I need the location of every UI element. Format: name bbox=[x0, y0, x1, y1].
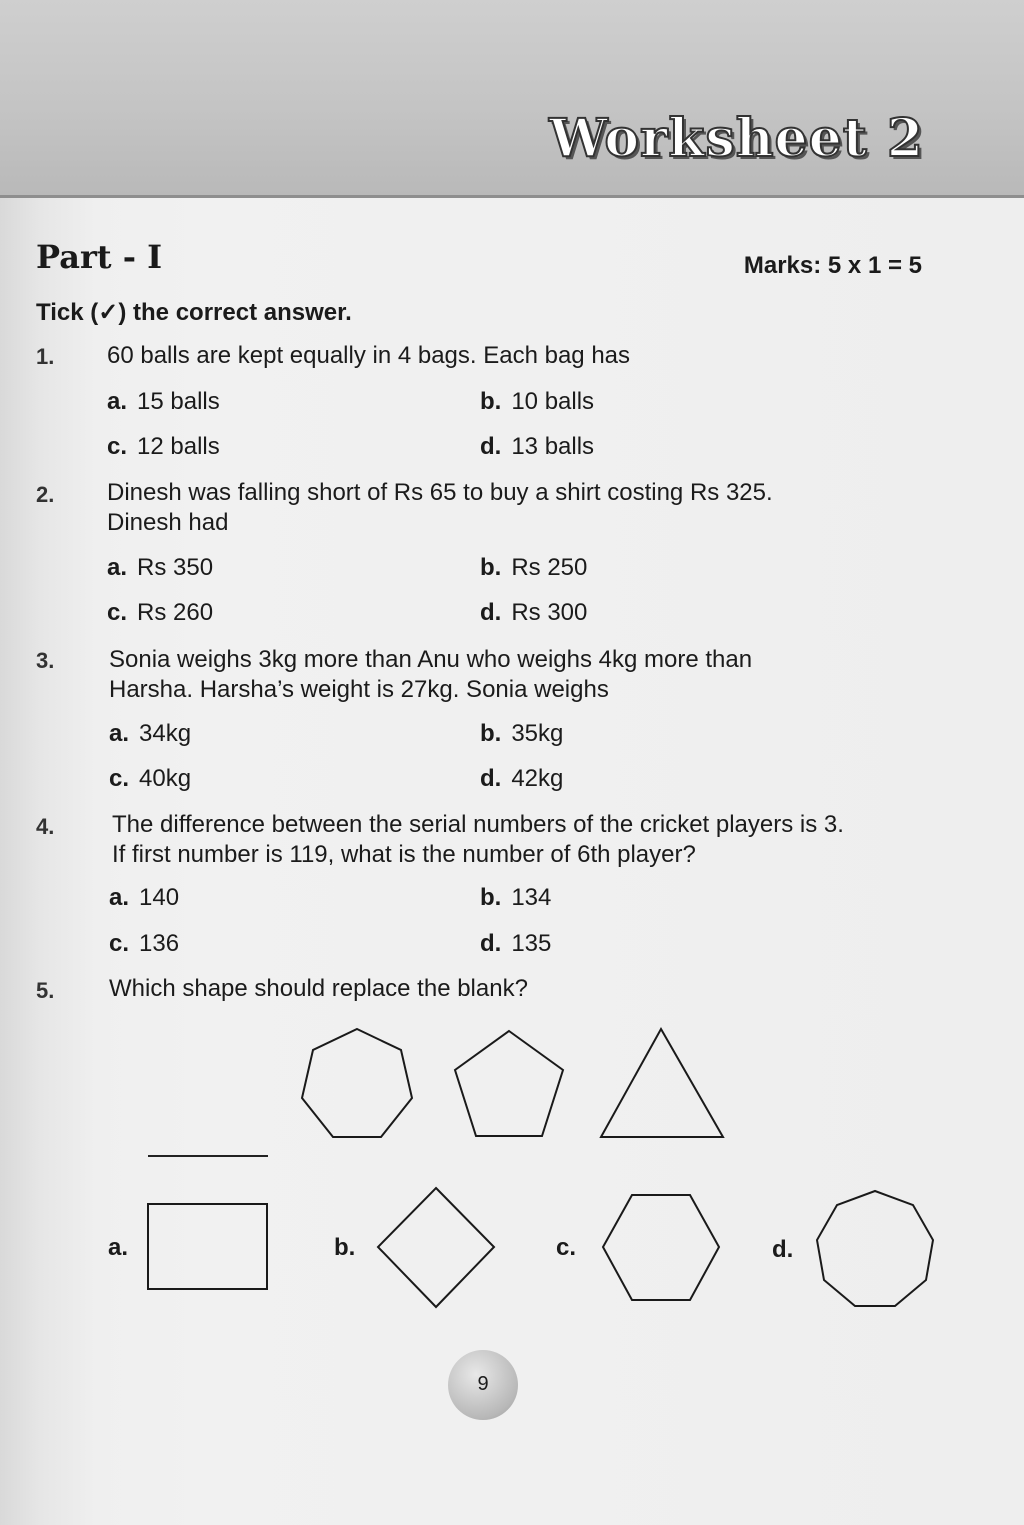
option-d[interactable] bbox=[480, 930, 551, 958]
option-label: d. bbox=[480, 765, 502, 792]
question-line: If first number is 119, what is the number of 6th player? bbox=[112, 841, 696, 868]
answer-blank bbox=[148, 1155, 268, 1157]
option-text: 12 balls bbox=[137, 433, 220, 460]
question-line: Sonia weighs 3kg more than Anu who weighs 4kg more than bbox=[109, 646, 753, 673]
option-label: a. bbox=[107, 554, 128, 581]
option-label: b. bbox=[480, 388, 502, 415]
option-text: 13 balls bbox=[511, 433, 595, 460]
option-a[interactable] bbox=[107, 388, 220, 416]
question-line: Dinesh had bbox=[107, 509, 229, 536]
option-text: 134 bbox=[511, 884, 552, 911]
marks-label: Marks: 5 x 1 = 5 bbox=[743, 252, 922, 279]
option-d[interactable] bbox=[480, 433, 594, 461]
option-label: b. bbox=[480, 884, 502, 911]
question-number: 3. bbox=[36, 648, 55, 673]
choice-d-label: d. bbox=[772, 1236, 794, 1263]
choice-c-label: c. bbox=[556, 1234, 577, 1261]
question-line: Dinesh was falling short of Rs 65 to buy a shirt costing Rs 325. bbox=[107, 479, 773, 506]
option-c[interactable] bbox=[109, 930, 179, 958]
option-a[interactable] bbox=[109, 884, 179, 912]
option-label: c. bbox=[107, 599, 128, 626]
option-b[interactable] bbox=[480, 884, 551, 912]
hexagon-choice[interactable] bbox=[600, 1192, 722, 1304]
instruction: Tick (✓) the correct answer. bbox=[36, 299, 352, 326]
option-text: 10 balls bbox=[511, 388, 595, 415]
option-text: 15 balls bbox=[137, 388, 220, 415]
option-label: a. bbox=[109, 720, 130, 747]
option-label: b. bbox=[480, 720, 502, 747]
question-text: 60 balls are kept equally in 4 bags. Each bag has bbox=[107, 342, 631, 369]
rectangle-choice[interactable] bbox=[146, 1202, 270, 1292]
option-label: d. bbox=[480, 433, 502, 460]
page-number: 9 bbox=[448, 1350, 518, 1420]
option-text: Rs 350 bbox=[137, 554, 214, 581]
option-b[interactable] bbox=[480, 554, 587, 582]
option-text: 35kg bbox=[511, 720, 564, 747]
worksheet-title: Worksheet 2 bbox=[549, 108, 924, 169]
option-label: c. bbox=[107, 433, 128, 460]
question-number: 2. bbox=[36, 482, 55, 507]
option-c[interactable] bbox=[107, 433, 220, 461]
option-d[interactable] bbox=[480, 765, 563, 793]
question-text bbox=[112, 810, 942, 870]
option-text: 140 bbox=[139, 884, 180, 911]
option-text: 135 bbox=[511, 930, 552, 957]
option-b[interactable] bbox=[480, 720, 563, 748]
option-a[interactable] bbox=[109, 720, 191, 748]
part-title: Part - I bbox=[36, 238, 163, 276]
option-b[interactable] bbox=[480, 388, 594, 416]
option-label: a. bbox=[109, 884, 130, 911]
option-text: 136 bbox=[139, 930, 180, 957]
option-label: d. bbox=[480, 930, 502, 957]
option-a[interactable] bbox=[107, 554, 213, 582]
question-number: 1. bbox=[36, 344, 55, 369]
option-label: c. bbox=[109, 765, 130, 792]
choice-a-label: a. bbox=[108, 1234, 129, 1261]
option-label: c. bbox=[109, 930, 130, 957]
question-number: 4. bbox=[36, 814, 55, 839]
header-band bbox=[0, 0, 1024, 198]
question-line: Harsha. Harsha’s weight is 27kg. Sonia weighs bbox=[109, 676, 609, 703]
nonagon-choice[interactable] bbox=[814, 1189, 936, 1311]
option-text: 34kg bbox=[139, 720, 192, 747]
option-text: 40kg bbox=[139, 765, 192, 792]
triangle-shape bbox=[598, 1026, 726, 1140]
question-text bbox=[107, 478, 937, 538]
heptagon-shape bbox=[298, 1026, 418, 1146]
option-c[interactable] bbox=[107, 599, 213, 627]
question-text: Which shape should replace the blank? bbox=[109, 975, 528, 1002]
option-text: Rs 300 bbox=[511, 599, 588, 626]
pentagon-shape bbox=[452, 1028, 567, 1140]
question-number: 5. bbox=[36, 978, 55, 1003]
option-text: Rs 260 bbox=[137, 599, 214, 626]
option-label: b. bbox=[480, 554, 502, 581]
option-text: Rs 250 bbox=[511, 554, 588, 581]
diamond-choice[interactable] bbox=[375, 1186, 497, 1310]
option-c[interactable] bbox=[109, 765, 191, 793]
question-text bbox=[109, 645, 939, 705]
option-label: a. bbox=[107, 388, 128, 415]
question-line: The difference between the serial numbers of the cricket players is 3. bbox=[112, 811, 844, 838]
option-text: 42kg bbox=[511, 765, 564, 792]
option-d[interactable] bbox=[480, 599, 587, 627]
option-label: d. bbox=[480, 599, 502, 626]
choice-b-label: b. bbox=[334, 1234, 356, 1261]
